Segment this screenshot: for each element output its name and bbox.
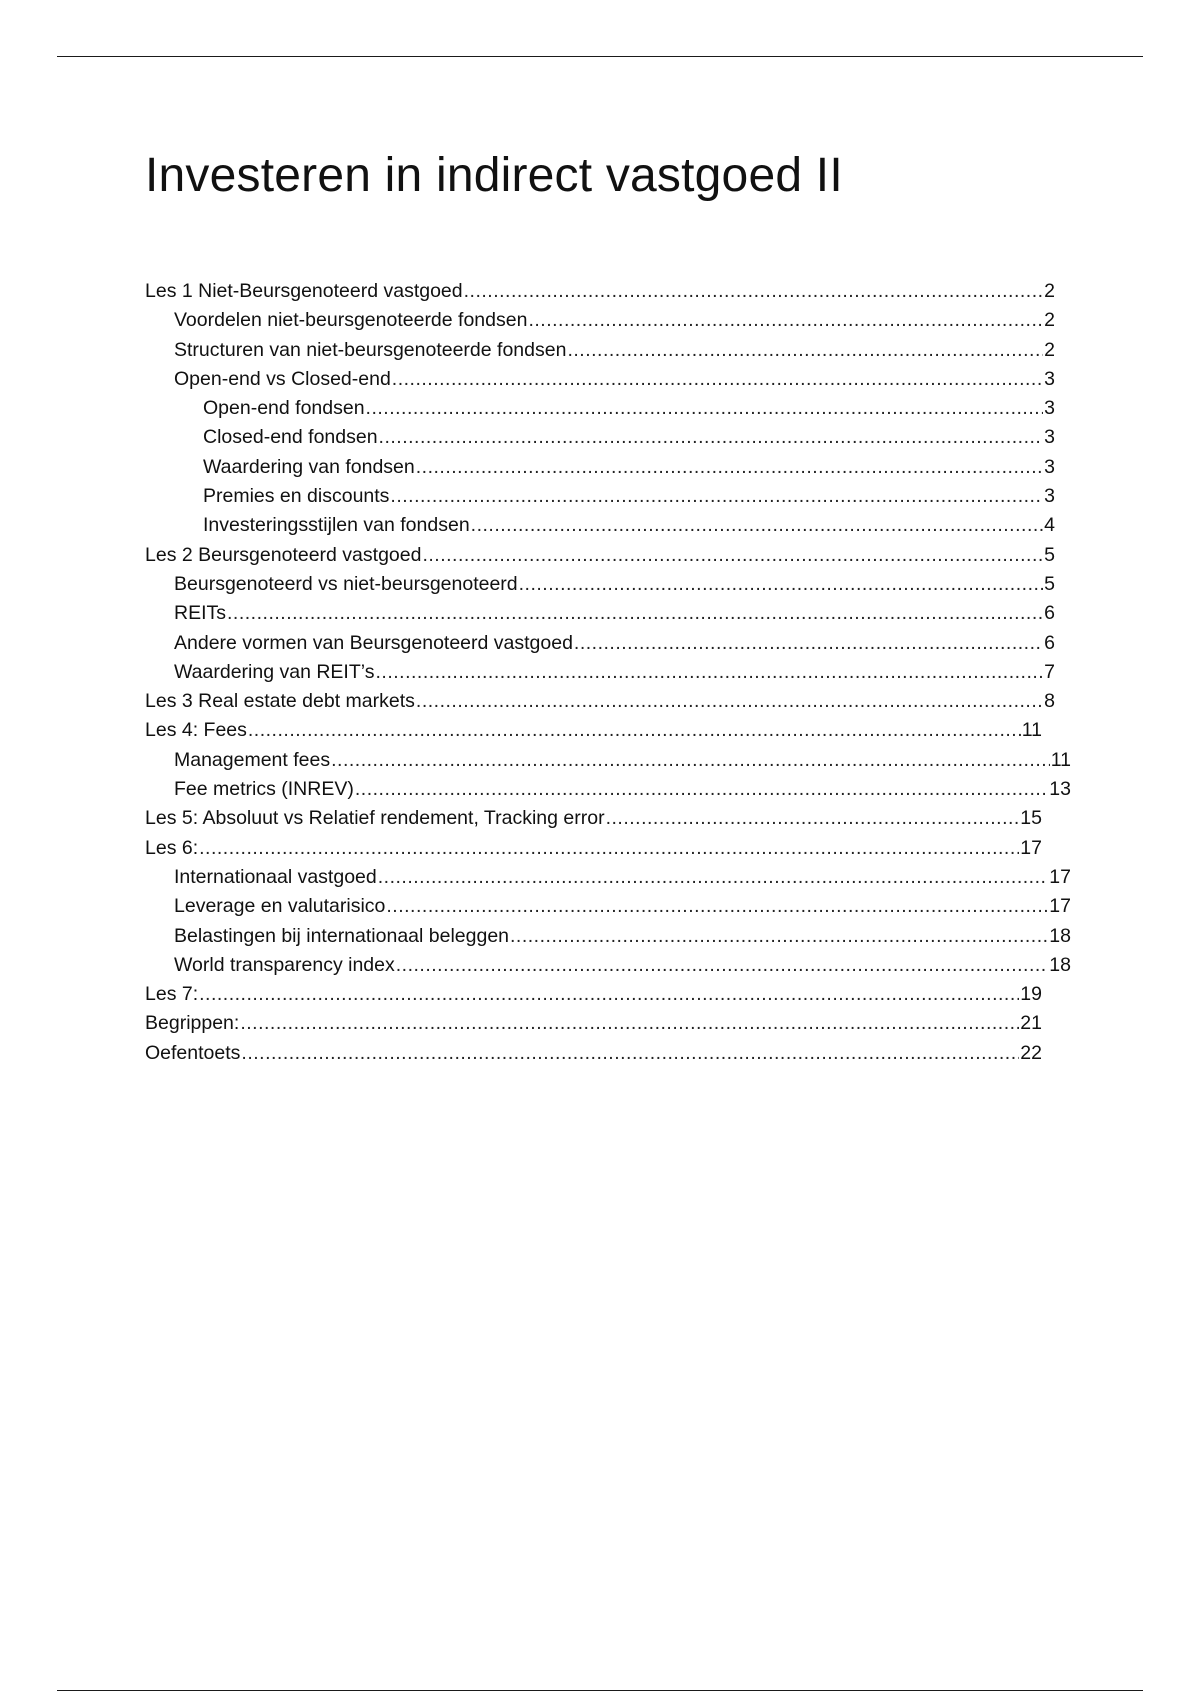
toc-entry[interactable] xyxy=(145,365,1055,394)
toc-entry-page: 8 xyxy=(1044,690,1055,713)
toc-dot-leader xyxy=(510,922,1048,951)
header-rule xyxy=(57,56,1143,57)
toc-entry-page: 3 xyxy=(1044,485,1055,508)
toc-entry-page: 6 xyxy=(1044,602,1055,625)
toc-entry[interactable] xyxy=(145,716,1042,745)
toc-entry-label: Internationaal vastgoed xyxy=(174,865,377,888)
toc-entry[interactable] xyxy=(145,570,1055,599)
toc-entry[interactable] xyxy=(145,394,1055,423)
toc-entry[interactable] xyxy=(145,629,1055,658)
toc-dot-leader xyxy=(240,1009,1019,1038)
toc-entry-label: Les 3 Real estate debt markets xyxy=(145,690,415,713)
toc-entry-page: 3 xyxy=(1044,426,1055,449)
toc-entry-page: 7 xyxy=(1044,660,1055,683)
toc-entry[interactable] xyxy=(145,922,1071,951)
toc-dot-leader xyxy=(422,541,1043,570)
toc-entry[interactable] xyxy=(145,658,1055,687)
toc-entry-page: 3 xyxy=(1044,367,1055,390)
toc-entry[interactable] xyxy=(145,775,1071,804)
toc-entry-page: 3 xyxy=(1044,455,1055,478)
toc-entry-page: 5 xyxy=(1044,543,1055,566)
toc-entry[interactable] xyxy=(145,687,1055,716)
toc-entry[interactable] xyxy=(145,834,1042,863)
toc-entry-label: Belastingen bij internationaal beleggen xyxy=(174,924,510,947)
toc-entry[interactable] xyxy=(145,541,1055,570)
toc-dot-leader xyxy=(567,336,1043,365)
toc-entry-label: Begrippen: xyxy=(145,1012,240,1035)
toc-entry-page: 2 xyxy=(1044,309,1055,332)
toc-dot-leader xyxy=(606,804,1020,833)
toc-dot-leader xyxy=(574,629,1043,658)
toc-dot-leader xyxy=(386,892,1048,921)
toc-dot-leader xyxy=(331,746,1050,775)
toc-dot-leader xyxy=(248,716,1021,745)
toc-dot-leader xyxy=(355,775,1048,804)
toc-entry[interactable] xyxy=(145,482,1055,511)
toc-entry-page: 2 xyxy=(1044,338,1055,361)
toc-dot-leader xyxy=(390,482,1043,511)
toc-dot-leader xyxy=(519,570,1044,599)
toc-entry-label: Premies en discounts xyxy=(203,485,390,508)
toc-dot-leader xyxy=(416,453,1043,482)
toc-entry-label: Beursgenoteerd vs niet-beursgenoteerd xyxy=(174,572,518,595)
toc-entry-page: 11 xyxy=(1050,748,1071,771)
toc-entry[interactable] xyxy=(145,599,1055,628)
toc-dot-leader xyxy=(241,1039,1019,1068)
toc-dot-leader xyxy=(199,834,1019,863)
toc-entry-page: 22 xyxy=(1020,1041,1042,1064)
toc-entry-page: 13 xyxy=(1049,778,1071,801)
toc-entry[interactable] xyxy=(145,306,1055,335)
toc-entry-page: 4 xyxy=(1044,514,1055,537)
toc-entry-page: 3 xyxy=(1044,397,1055,420)
toc-entry[interactable] xyxy=(145,980,1042,1009)
toc-entry[interactable] xyxy=(145,277,1055,306)
toc-entry-page: 18 xyxy=(1049,953,1071,976)
toc-dot-leader xyxy=(392,365,1043,394)
toc-dot-leader xyxy=(464,277,1044,306)
toc-entry[interactable] xyxy=(145,863,1071,892)
table-of-contents xyxy=(145,277,1071,1068)
document-title: Investeren in indirect vastgoed II xyxy=(145,149,843,202)
footer-rule xyxy=(57,1690,1143,1691)
toc-dot-leader xyxy=(416,687,1043,716)
toc-dot-leader xyxy=(471,511,1043,540)
toc-entry[interactable] xyxy=(145,951,1071,980)
toc-dot-leader xyxy=(199,980,1019,1009)
toc-entry-label: World transparency index xyxy=(174,953,395,976)
toc-entry[interactable] xyxy=(145,1039,1042,1068)
toc-entry-page: 11 xyxy=(1021,719,1042,742)
toc-entry-label: Closed-end fondsen xyxy=(203,426,378,449)
toc-entry[interactable] xyxy=(145,1009,1042,1038)
toc-entry-page: 18 xyxy=(1049,924,1071,947)
toc-dot-leader xyxy=(376,658,1044,687)
toc-dot-leader xyxy=(227,599,1043,628)
toc-dot-leader xyxy=(366,394,1044,423)
toc-entry-page: 21 xyxy=(1020,1012,1042,1035)
toc-entry-label: Les 1 Niet-Beursgenoteerd vastgoed xyxy=(145,280,463,302)
toc-entry-label: Les 5: Absoluut vs Relatief rendement, Tracking error xyxy=(145,807,605,830)
toc-entry[interactable] xyxy=(145,511,1055,540)
toc-entry-label: Voordelen niet-beursgenoteerde fondsen xyxy=(174,309,528,332)
toc-entry-page: 5 xyxy=(1044,572,1055,595)
toc-entry-label: Open-end fondsen xyxy=(203,397,365,420)
toc-entry-page: 2 xyxy=(1044,280,1055,302)
toc-entry-label: Management fees xyxy=(174,748,331,771)
toc-entry-label: Andere vormen van Beursgenoteerd vastgoed xyxy=(174,631,573,654)
toc-entry[interactable] xyxy=(145,336,1055,365)
toc-entry-label: Waardering van fondsen xyxy=(203,455,415,478)
toc-entry[interactable] xyxy=(145,804,1042,833)
toc-entry[interactable] xyxy=(145,746,1071,775)
toc-entry-label: Investeringsstijlen van fondsen xyxy=(203,514,470,537)
toc-entry-label: REITs xyxy=(174,602,227,625)
toc-dot-leader xyxy=(379,423,1044,452)
toc-entry-label: Les 2 Beursgenoteerd vastgoed xyxy=(145,543,422,566)
toc-dot-leader xyxy=(528,306,1043,335)
toc-entry-label: Fee metrics (INREV) xyxy=(174,778,354,801)
toc-entry-page: 17 xyxy=(1049,865,1071,888)
toc-entry-label: Structuren van niet-beursgenoteerde fondsen xyxy=(174,338,567,361)
toc-entry-page: 19 xyxy=(1020,983,1042,1006)
toc-entry-label: Leverage en valutarisico xyxy=(174,895,386,918)
toc-entry-page: 17 xyxy=(1020,836,1042,859)
toc-entry[interactable] xyxy=(145,453,1055,482)
toc-entry-label: Oefentoets xyxy=(145,1041,241,1064)
toc-entry-label: Open-end vs Closed-end xyxy=(174,367,391,390)
toc-dot-leader xyxy=(396,951,1049,980)
toc-entry-page: 15 xyxy=(1020,807,1042,830)
toc-entry[interactable] xyxy=(145,423,1055,452)
toc-entry-label: Waardering van REIT’s xyxy=(174,660,375,683)
toc-entry-label: Les 4: Fees xyxy=(145,719,247,742)
toc-entry-label: Les 6: xyxy=(145,836,199,859)
toc-entry-page: 17 xyxy=(1049,895,1071,918)
toc-entry[interactable] xyxy=(145,892,1071,921)
toc-dot-leader xyxy=(378,863,1049,892)
toc-entry-page: 6 xyxy=(1044,631,1055,654)
toc-entry-label: Les 7: xyxy=(145,983,199,1006)
